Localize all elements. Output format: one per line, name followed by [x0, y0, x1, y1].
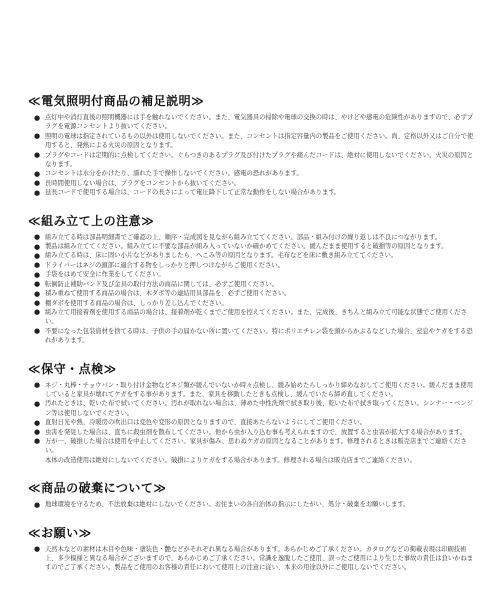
item-text: 積み重ねて使用する商品の場合は、木ダボ等の連結用具部品を、必ずご使用ください。 [45, 290, 291, 298]
list-item [34, 113, 478, 132]
bullet-icon: ● [34, 500, 41, 509]
bullet-icon: ● [34, 399, 41, 408]
bullet-icon: ● [34, 113, 41, 122]
bullet-icon: ● [34, 418, 41, 427]
list-item [34, 381, 478, 400]
bullet-icon: ● [34, 261, 41, 270]
item-list [28, 113, 478, 198]
item-text: 直射日光や熱、冷暖房の吹出口は変色や変形の原因となりますので、直接あたらないようにしてご使用ください。 [45, 419, 367, 427]
section-disposal [28, 479, 478, 509]
bullet-icon: ● [34, 280, 41, 289]
section-assembly-notes [28, 212, 478, 346]
item-text: ネジ・丸棒・チョウバン・取り付け金物などネジ類が緩んでいないか時々点検し、緩み始めたらしっかり締めなおしてご使用ください。緩んだまま使用していると家具が壊れてケガをする事があります。また、家具を移動したときも点検し、緩んでいたら締め直してください。 [45, 381, 473, 398]
section-requests [28, 524, 478, 573]
item-text: コンセントは水分をかけたり、濡れた手で操作しないでください。感電の恐れがあります。 [45, 170, 303, 178]
item-text: プラグやコードは定期的に点検してください。ぐらつきのあるプラグ及び付けたプラグや痛んだコードは、絶対に使用しないでください。火災の原因となります。 [45, 151, 474, 169]
item-text: 組み立て用接着剤を使用する商品の場合は、接着剤が乾くまでご使用を控えてください。また、完成後、きちんと組み立て可能な状態でご使用ください。 [45, 308, 467, 326]
item-text: 汚れたときは、乾いた布で拭いてください。汚れが取れない場合は、薄めた中性洗剤で拭き取り後、乾いた布で拭き取ってください。シンナー・ベンジン等は使用しないでください。 [45, 400, 473, 417]
item-text: 不要になった包装資材を捨てる時は、子供の手の届かない所に置いてください。特にポリエチレン袋を頭からかぶるなどした場合、窒息やケガをする恐れがあります。 [45, 327, 473, 345]
item-text: 地球環境を守るため、不法放棄は絶対にしないでください。お住まいの各自治体の指示にしたがい、処分・破棄をお願いします。 [45, 501, 410, 509]
item-text: 万が一、破損した場合は使用を中止してください。家具が傷み、思わぬケガの原因となることがあります。修理されるときは販売店までご連絡ください。 [45, 437, 467, 455]
list-item [34, 428, 478, 437]
section-title: ≪組み立て上の注意≫ [28, 213, 155, 228]
item-text: 長時間使用しない場合は、プラグをコンセントから抜いてください。 [45, 179, 241, 187]
bullet-icon: ● [34, 132, 41, 141]
bullet-icon: ● [34, 299, 41, 307]
bullet-icon: ● [34, 270, 41, 279]
item-text: 製品は組み立ててください。組み立てに不要な部品が組み入っていないか確かめてください。緩んだまま使用すると破損等の原因となります。 [45, 243, 448, 251]
section-title: ≪電気照明付商品の補足説明≫ [28, 94, 205, 108]
item-list [28, 500, 478, 509]
list-item [34, 261, 478, 270]
list-item [34, 500, 478, 509]
bullet-icon: ● [34, 428, 41, 437]
bullet-icon: ● [34, 308, 41, 317]
item-text: 照明の電球は指定されているもの以外は使用しないでください。また、コンセントは指定容量内の製品をご使用ください。尚、定格以外又はご自分で使用すると、発熱による火災の原因となります。 [45, 132, 474, 150]
item-list [28, 381, 478, 456]
item-text: 組み立てる時は、床に固い小片などがありましたら、へこみ等の原因となります。毛布などを床に敷き組み立ててください。 [45, 252, 398, 260]
list-item [34, 251, 478, 260]
bullet-icon: ● [34, 169, 41, 178]
item-text: 手袋をはめて安全に作業をしてください。 [45, 271, 165, 279]
list-item [34, 151, 478, 170]
bullet-icon: ● [34, 242, 41, 251]
item-text: 点灯中や消灯直後の照明機器には手を触れないでください。また、電気器具の掃除や電球の交換の時は、やけどや感電の危険性がありますので、必ずプラグを電源コンセントより抜いてください。 [45, 114, 474, 131]
item-text: ドライバーはネジの頭部に適合する物をしっかりと押しつけながらご使用ください。 [45, 261, 284, 269]
list-item [34, 280, 478, 289]
list-item [34, 289, 478, 298]
bullet-icon: ● [34, 179, 41, 188]
bullet-icon: ● [34, 437, 41, 446]
list-item [34, 308, 478, 327]
list-item [34, 179, 478, 188]
bullet-icon: ● [34, 289, 41, 298]
list-item [34, 299, 478, 308]
list-item [34, 233, 478, 242]
item-text: 組み立てる時は部品明細書でご確認の上、順序・完成図を見ながら組み立ててください。部品・組み付けの繰り返しは不良につながります。 [45, 233, 442, 241]
bullet-icon: ● [34, 188, 41, 197]
section-electric-lighting [28, 92, 478, 198]
list-item [34, 188, 478, 197]
list-item [34, 399, 478, 418]
bullet-icon: ● [34, 545, 41, 554]
list-item [34, 418, 478, 427]
item-text: 延長コードで使用する場合は、コードの長さによって電圧降下して正常な動作をしない場合があります。 [45, 189, 341, 197]
section-title: ≪商品の破棄について≫ [28, 481, 167, 496]
section-title: ≪お願い≫ [28, 525, 92, 540]
item-text: 天然木などの素材は木目や色味・塗装色・艶などがそれぞれ異なる場合があります。あらかじめご了承ください。カタログなどの掲載表現は印刷技術上、多少模様と異なる場合がございますので、あらかじめご了承ください。常識を逸脱したご使用、誤ったご使用により生じた事故の責任は負いかねますのでご了承ください。製品をご使用のお客様の責任において使用上の注意に従い、本来の用途以外にご使用しないでください。 [45, 545, 474, 572]
bullet-icon: ● [34, 381, 41, 390]
bullet-icon: ● [34, 251, 41, 260]
list-item [34, 270, 478, 279]
bullet-icon: ● [34, 233, 41, 242]
item-list [28, 545, 478, 573]
item-text: 棚ダボを使用する商品の場合は、しっかり差し込んでください。 [45, 299, 228, 307]
section-note: 本体の改造使用は絶対にしないでください。破損によりケガをする場合があります。修理される場合は販売店までご連絡ください。 [45, 456, 416, 464]
list-item [34, 169, 478, 178]
list-item [34, 242, 478, 251]
bullet-icon: ● [34, 327, 41, 336]
list-item [34, 437, 478, 456]
item-list [28, 233, 478, 346]
list-item [34, 545, 478, 573]
section-maintenance [28, 360, 478, 466]
item-text: 虫害を発見した場合は、直ちに殺虫剤を散布してください。他から虫が入り込む事も考えられますので、放置すると虫害が拡大する場合があります。 [45, 428, 467, 436]
section-title: ≪保守・点検≫ [28, 361, 117, 376]
item-text: 転倒防止補助バンド及び金具の取付方法の商品に関しては、必ずご使用ください。 [45, 280, 278, 288]
list-item [34, 132, 478, 151]
bullet-icon: ● [34, 151, 41, 160]
list-item [34, 327, 478, 346]
